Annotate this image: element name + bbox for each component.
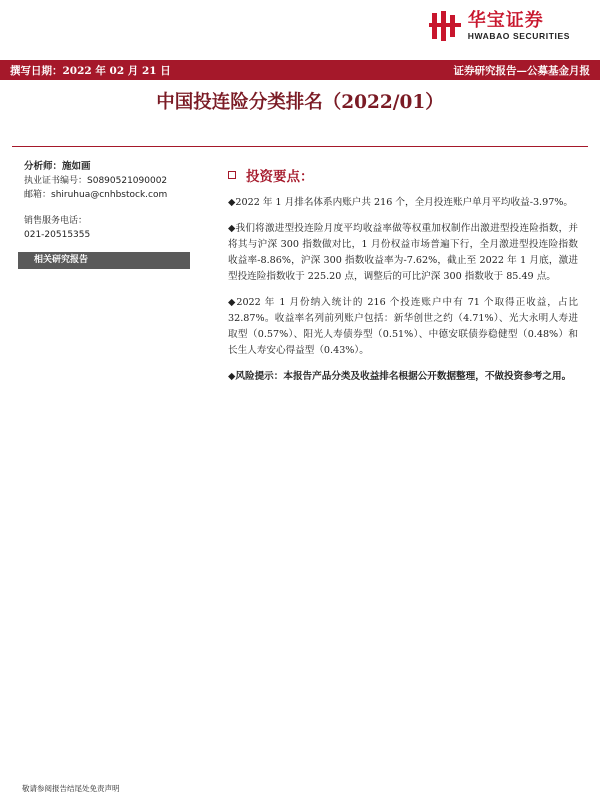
analyst-email: 邮箱：shiruhua@cnhbstock.com [24, 190, 168, 200]
brand-logo [428, 8, 570, 44]
analyst-sidebar [24, 160, 194, 269]
title-divider [12, 146, 588, 147]
brand-name-cn: 华宝证券 [467, 10, 544, 31]
risk-note: ◆风险提示：本报告产品分类及收益排名根据公开数据整理，不做投资参考之用。 [228, 371, 572, 382]
analyst-name: 分析师：施如画 [24, 161, 91, 172]
key-point-paragraph: ◆2022 年 1 月排名体系内账户共 216 个，全月投连账户单月平均收益-3.97%。 [228, 197, 574, 208]
report-series: 证券研究报告—公募基金月报 [453, 65, 590, 77]
related-reports-header: 相关研究报告 [18, 252, 190, 269]
report-date: 撰写日期：2022 年 02 月 21 日 [10, 65, 171, 77]
key-points-section [228, 165, 578, 395]
page-title: 中国投连险分类排名（2022/01） [156, 92, 444, 113]
footer-disclaimer: 敬请参阅报告结尾处免责声明 [22, 784, 120, 793]
square-bullet-icon [228, 171, 236, 179]
key-point-paragraph: ◆我们将激进型投连险月度平均收益率做等权重加权制作出激进型投连险指数，并将其与沪深 300 指数做对比，1 月份权益市场普遍下行，全月激进型投连险指数收益率-8.86%，沪深 300 指数收益率为-7.62%，截止至 2022 年 1 月底，激进型投连险指数收于 225.20 点，调整后的可比沪深 300 指数收于 85.49 点。 [228, 223, 578, 282]
analyst-license: 执业证书编号：S0890521090002 [24, 176, 168, 186]
brand-name-en: HWABAO SECURITIES [467, 31, 570, 41]
key-point-paragraph: ◆2022 年 1 月份纳入统计的 216 个投连账户中有 71 个取得正收益，占比 32.87%。收益率名列前列账户包括：新华创世之约（4.71%）、光大永明人寿进取型（0.57%）、阳光人寿债券型（0.51%）、中德安联债券稳健型（0.48%）和长生人寿安心得益型（0.43%）。 [228, 297, 578, 356]
header-bar [0, 60, 600, 80]
sales-label: 销售服务电话： [24, 216, 88, 226]
section-header [228, 165, 578, 185]
hwabao-logo-icon [428, 9, 462, 43]
sales-phone: 021-20515355 [24, 230, 91, 240]
section-title: 投资要点： [246, 169, 314, 185]
